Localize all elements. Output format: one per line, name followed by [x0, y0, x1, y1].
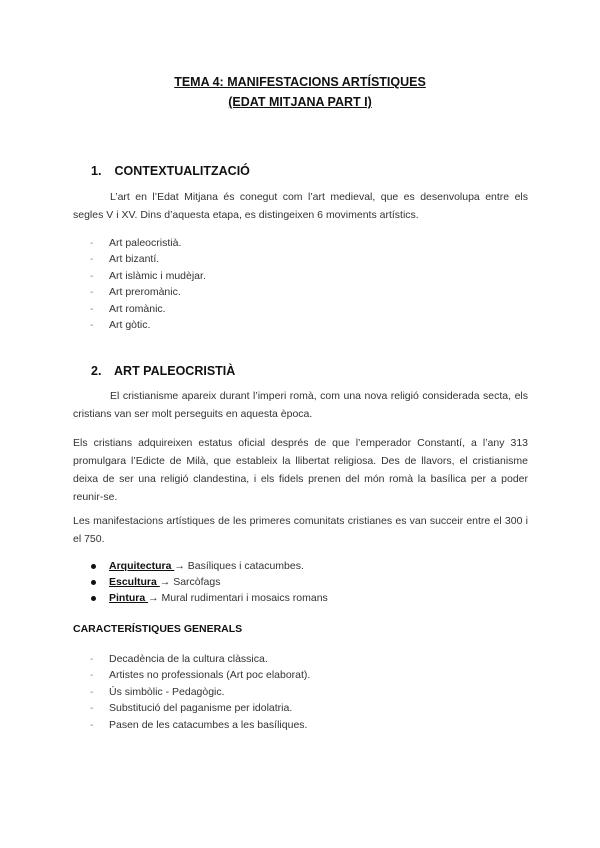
list-item: - Art romànic. — [90, 302, 166, 315]
section-number: 2. — [91, 364, 102, 378]
list-item: - Decadència de la cultura clàssica. — [90, 653, 268, 665]
paragraph: El cristianisme apareix durant l’imperi romà, com una nova religió considerada secta, els cristians van ser molt perseguits en aquesta època. — [73, 390, 528, 420]
section-heading-text: CONTEXTUALITZACIÓ — [114, 164, 250, 178]
subheading: CARACTERÍSTIQUES GENERALS — [73, 623, 243, 635]
list-item: - Artistes no professionals (Art poc elaborat). — [90, 669, 311, 682]
list-item: - Art preromànic. — [90, 286, 181, 299]
list-item: - Art islàmic i mudèjar. — [90, 269, 206, 282]
section-heading-contextualitzacio — [91, 164, 250, 178]
paragraph: L’art en l’Edat Mitjana és conegut com l’art medieval, que es desenvolupa entre els segles V i XV. Dins d’aquesta etapa, es distingeixen 6 moviments artístics. — [73, 191, 528, 221]
section-number: 1. — [91, 164, 102, 178]
section-heading-text: ART PALEOCRISTIÀ — [114, 364, 236, 378]
document-title: TEMA 4: MANIFESTACIONS ARTÍSTIQUES — [174, 75, 426, 89]
list-item: - Substitució del paganisme per idolatria. — [90, 702, 293, 715]
characteristics-list — [90, 651, 310, 733]
list-item: - Pasen de les catacumbes a les basíliques. — [90, 718, 308, 731]
document-subtitle: (EDAT MITJANA PART I) — [228, 95, 372, 109]
paragraph: Els cristians adquireixen estatus oficial després de que l’emperador Constantí, a l’any 313 promulgara l’Edicte de Milà, que estableix la llibertat religiosa. Des de llavors, el cristianisme deixa de ser una religió clandestina, i els fidels prenen del món romà la basílica per a poder reunir-se. — [73, 437, 528, 503]
list-item: - Ús simbòlic - Pedagògic. — [90, 685, 225, 698]
art-movements-list — [90, 235, 206, 333]
list-item: - Art bizantí. — [90, 253, 160, 266]
list-item: Pintura → Mural rudimentari i mosaics romans — [90, 590, 328, 606]
list-item: Escultura → Sarcòfags — [90, 574, 328, 590]
paragraph: Les manifestacions artístiques de les primeres comunitats cristianes es van succeir entre el 300 i el 750. — [73, 515, 528, 545]
list-item: Arquitectura → Basíliques i catacumbes. — [90, 558, 328, 574]
list-item: - Art gòtic. — [90, 319, 151, 332]
art-types-list — [90, 558, 328, 606]
section-heading-art-paleocristia — [91, 364, 235, 378]
list-item: - Art paleocristià. — [90, 237, 182, 249]
